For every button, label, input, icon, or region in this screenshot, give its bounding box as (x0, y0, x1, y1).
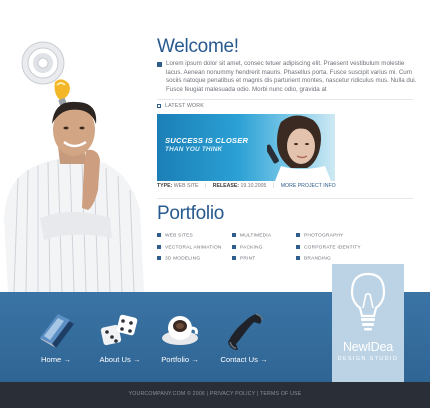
portfolio-link[interactable] (157, 233, 222, 245)
portfolio-link-label: 3D MODELING (165, 256, 201, 262)
portfolio-link-label: WEB SITES (165, 233, 193, 239)
latest-work-heading (157, 103, 204, 109)
portfolio-link[interactable] (232, 233, 271, 245)
nav-contact-label: Contact Us → (220, 355, 268, 364)
portfolio-link-label: CORPORATE IDENTITY (304, 244, 361, 250)
lightbulb-icon (346, 270, 390, 332)
divider (157, 198, 413, 199)
footer-text: YOURCOMPANY.COM © 2006 | PRIVACY POLICY | TERMS OF USE (128, 391, 302, 397)
type-value: WEB SITE (173, 183, 199, 189)
nav-home[interactable] (26, 310, 86, 374)
portfolio-link[interactable] (157, 256, 222, 268)
portfolio-column (232, 233, 271, 268)
bullet-icon (157, 62, 162, 67)
woman-photo (267, 114, 335, 181)
bullet-icon (157, 104, 161, 108)
bullet-icon (296, 256, 300, 260)
separator: | (204, 183, 207, 189)
portfolio-link[interactable] (296, 245, 361, 257)
logo-tagline: DESIGN STUDIO (337, 356, 399, 362)
bullet-icon (232, 233, 236, 237)
bullet-icon (157, 233, 161, 237)
bullet-icon (232, 245, 236, 249)
nav-home-label: Home → (41, 355, 71, 364)
portfolio-link[interactable] (157, 245, 222, 257)
book-icon (34, 310, 78, 350)
phone-handset-icon (222, 310, 266, 350)
portfolio-link-label: MULTIMEDIA (240, 233, 272, 239)
portfolio-link-label: VECTORAL ANIMATION (165, 244, 222, 250)
bullet-icon (232, 256, 236, 260)
banner-headline: SUCCESS IS CLOSER (165, 136, 249, 145)
nav-portfolio[interactable] (150, 310, 210, 374)
dice-icon (98, 310, 142, 350)
nav-about[interactable] (90, 310, 150, 374)
portfolio-title: Portfolio (157, 203, 225, 224)
logo-name: NewIDea (342, 340, 393, 354)
welcome-body: Lorem ipsum dolor sit amet, consec tetuer adipiscing elit. Praesent vestibulum molestie lacus. Aenean nonummy hendrerit mauris. Phasellus porta. Fusce suscipit varius mi. Cum sociis natoque penatibus et magnis dis parturient montes, nascetur ridiculus mus. Nulla dui. Fusce feugiat malesuada odio. Morbi nunc odio, gravida at (166, 60, 417, 93)
project-meta (157, 183, 336, 189)
divider (157, 99, 413, 100)
nav-about-label: About Us → (99, 355, 141, 364)
portfolio-link[interactable] (232, 245, 271, 257)
banner-subline: THAN YOU THINK (165, 146, 223, 153)
portfolio-column (157, 233, 222, 268)
brand-logo[interactable] (332, 264, 404, 382)
footer (0, 382, 430, 408)
portfolio-link[interactable] (296, 233, 361, 245)
release-label: RELEASE: (212, 183, 240, 189)
portfolio-link-label: PRINT (240, 256, 256, 262)
portfolio-link[interactable] (232, 256, 271, 268)
welcome-title: Welcome! (157, 36, 239, 57)
portfolio-link-label: PHOTOGRAPHY (304, 233, 344, 239)
portfolio-link-label: PACKING (240, 244, 263, 250)
coffee-cup-icon (158, 310, 202, 350)
bullet-icon (296, 245, 300, 249)
welcome-intro (157, 60, 417, 94)
portfolio-link-label: BRANDING (304, 256, 331, 262)
bullet-icon (157, 245, 161, 249)
release-value: 19.10.2005 (240, 183, 267, 189)
bullet-icon (157, 256, 161, 260)
hero-illustration (0, 0, 150, 292)
nav-portfolio-label: Portfolio → (161, 355, 199, 364)
man-photo (0, 98, 148, 292)
latest-work-label: LATEST WORK (165, 103, 204, 109)
bullet-icon (296, 233, 300, 237)
type-label: TYPE: (157, 183, 173, 189)
nav-contact[interactable] (214, 310, 274, 374)
latest-work-banner[interactable] (157, 114, 335, 181)
portfolio-column (296, 233, 361, 268)
separator: | (272, 183, 275, 189)
more-project-info-link[interactable]: MORE PROJECT INFO (280, 183, 336, 189)
